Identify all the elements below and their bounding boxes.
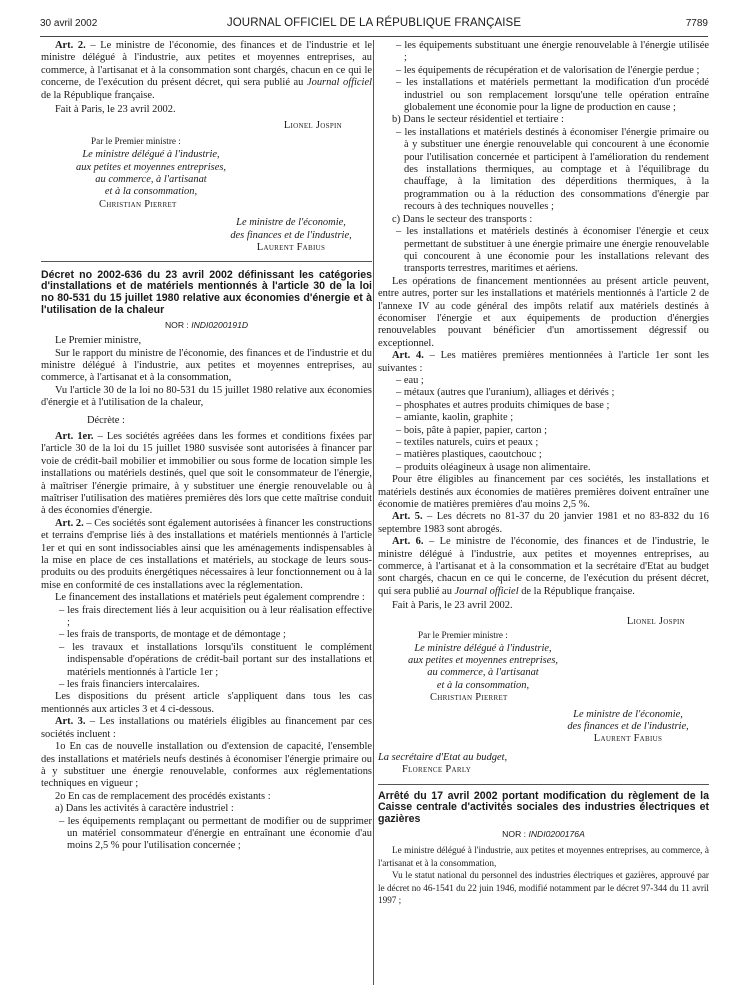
title-line: et à la consommation, <box>104 186 198 198</box>
list-item: – les installations et matériels permettant la modification d'un procédé industriel ou son remplacement lorsqu'une telle opération entraîne globalement une économie pour la ligne de production en cause ; <box>396 77 709 114</box>
art-label: Art. 3. <box>55 716 86 728</box>
arrete-paragraph: Vu le statut national du personnel des industries électriques et gazières, approuvé par le décret no 46-1541 du 22 juin 1946, modifié notamment par le décret 97-344 du 11 avril 1997 ; <box>378 870 709 905</box>
art-text: – Ces sociétés sont également autorisées à financer les constructions et terrains d'emprise liés à des installations et matériels mentionnés à l'article 1er et qui en sont indissociables ainsi que les aménagements indispensables à la mise en place de ces installations et matériels, au stockage de leurs sous-produits ou des produits énergétiques nécessaires à leur fonctionnement ou à la mise en conformité de ces installations avec la réglementation. <box>41 517 372 591</box>
list-item: – eau ; <box>396 374 424 386</box>
paragraph-b: b) Dans le secteur résidentiel et tertiaire : <box>392 114 564 126</box>
list-item: – phosphates et autres produits chimiques de base ; <box>396 399 610 411</box>
previous-art2 <box>41 40 372 102</box>
art-text: – Les décrets no 81-37 du 20 janvier 1981 et no 83-832 du 16 septembre 1983 sont abrogés. <box>378 511 709 535</box>
article-4 <box>378 350 709 375</box>
title-line: et à la consommation, <box>436 679 530 691</box>
signature-jospin: Lionel Jospin <box>283 120 342 132</box>
art-label: Art. 2. <box>55 517 84 529</box>
art-label: Art. 4. <box>392 350 424 362</box>
title-line: aux petites et moyennes entreprises, <box>75 161 227 173</box>
art-label: Art. 2. <box>55 40 86 51</box>
title-line: au commerce, à l'artisanat <box>95 174 207 186</box>
nor-code: INDI0200176A <box>528 828 585 839</box>
par-premier-ministre: Par le Premier ministre : <box>91 135 181 146</box>
section-rule <box>41 261 372 262</box>
list-item: – amiante, kaolin, graphite ; <box>396 412 514 424</box>
journal-name: Journal officiel <box>306 77 372 89</box>
financement-intro: Le financement des installations et matériels peut également comprendre : <box>55 592 365 604</box>
nor-label: NOR : <box>164 319 192 330</box>
art-text-end: de la République française. <box>41 89 155 101</box>
list-item: – les frais de transports, de montage et de démontage ; <box>59 629 286 641</box>
paragraph-2o: 2o En cas de remplacement des procédés existants : <box>55 790 271 802</box>
header-title: JOURNAL OFFICIEL DE LA RÉPUBLIQUE FRANÇAISE <box>226 17 522 29</box>
minister-economie-block <box>548 709 708 734</box>
section-rule <box>378 784 709 785</box>
header-page-number: 7789 <box>685 18 708 29</box>
minister-delegue-block <box>378 643 588 693</box>
art-text: – Les sociétés agréées dans les formes et conditions fixées par l'article 30 de la loi du 15 juillet 1980 susvisée sont autorisées à financer par voie de crédit-bail mobilier et immobilier ou sous forme de location simple les installations ou matériels destinés, quel que soit le consommateur de l'énergie, à maîtriser l'énergie primaire, à y substituer une énergie renouvelable ou à maîtriser l'utilisation des matières premières dès lors que cette maîtrise conduit à des économies d'énergie. <box>41 430 372 517</box>
signature-fabius: Laurent Fabius <box>593 733 663 745</box>
article-6 <box>378 536 709 598</box>
list-item: – les frais financiers intercalaires. <box>59 679 200 691</box>
decree-title: Décret no 2002-636 du 23 avril 2002 définissant les catégories d'installations et de matériels mentionnés à l'article 30 de la loi no 80-531 du 15 juillet 1980 relative aux économies d'énergie et à l'utilisation de la chaleur <box>41 268 372 316</box>
par-premier-ministre: Par le Premier ministre : <box>418 630 508 641</box>
decrete: Décrète : <box>87 414 125 426</box>
list-item: – les équipements remplaçant ou permettant de modifier ou de supprimer un matériel consommateur d'énergie en entraînant une économie d'au moins 2,5 % pour l'utilisation concernée ; <box>59 815 372 852</box>
article-3 <box>41 716 372 741</box>
article-1 <box>41 431 372 518</box>
signature-pierret: Christian Pierret <box>99 198 177 210</box>
art-text: – Le ministre de l'économie, des finances et de l'industrie et le ministre délégué à l'industrie, aux petites et moyennes entreprises, au commerce, à l'artisanat et à la consommation sont chargés, chacun en ce qui le concerne, de l'exécution du présent décret, qui sera publié au <box>41 40 372 89</box>
nor-reference <box>378 828 709 840</box>
title-line: Le ministre délégué à l'industrie, <box>414 642 552 654</box>
title-line: des finances et de l'industrie, <box>567 720 689 732</box>
arrete-title: Arrêté du 17 avril 2002 portant modification du règlement de la Caisse centrale d'activités sociales des industries électriques et gazières <box>378 789 709 826</box>
signature-pierret: Christian Pierret <box>430 692 508 704</box>
left-column <box>41 40 372 853</box>
minister-delegue-block <box>41 149 261 199</box>
journal-name: Journal officiel <box>454 585 519 597</box>
list-item: – les frais directement liés à leur acquisition ou à leur réalisation effective ; <box>59 604 372 629</box>
title-line: aux petites et moyennes entreprises, <box>407 654 559 666</box>
nor-reference <box>41 319 372 331</box>
title-line: des finances et de l'industrie, <box>230 229 352 241</box>
header-date: 30 avril 2002 <box>40 18 98 29</box>
signature-fabius: Laurent Fabius <box>256 242 326 254</box>
art-label: Art. 1er. <box>55 430 94 442</box>
title-line: Le ministre de l'économie, <box>236 217 346 229</box>
minister-economie-block <box>211 217 371 242</box>
nor-label: NOR : <box>502 828 529 839</box>
title-line: au commerce, à l'artisanat <box>427 667 539 679</box>
nor-code: INDI0200191D <box>191 319 249 330</box>
rapport: Sur le rapport du ministre de l'économie, des finances et de l'industrie et du ministre délégué à l'industrie, aux petites et moyennes entreprises, au commerce, à l'artisanat et à la consommation, <box>41 347 372 384</box>
title-line: Le ministre délégué à l'industrie, <box>82 149 220 161</box>
list-item: – bois, pâte à papier, papier, carton ; <box>396 424 548 436</box>
vu-loi: Vu l'article 30 de la loi no 80-531 du 15 juillet 1980 relative aux économies d'énergie et à l'utilisation de la chaleur, <box>41 384 372 409</box>
art-text-end: de la République française. <box>518 585 635 597</box>
list-item: – produits oléagineux à usage non alimentaire. <box>396 461 591 473</box>
list-item: – les installations et matériels destinés à économiser l'énergie et ceux permettant de substituer à une énergie primaire une énergie renouvelable qui concourent à une économie pour les installations relevant des transports terrestres, maritimes et aériens. <box>396 226 709 275</box>
list-item: – les équipements substituant une énergie renouvelable à l'énergie utilisée ; <box>396 40 709 64</box>
dispositions: Les dispositions du présent article s'appliquent dans tous les cas mentionnés aux articles 3 et 4 ci-dessous. <box>41 691 372 715</box>
list-item: – les équipements de récupération et de valorisation de l'énergie perdue ; <box>396 64 700 76</box>
page-header <box>40 14 708 34</box>
list-item: – matières plastiques, caoutchouc ; <box>396 449 542 461</box>
paragraph-a: a) Dans les activités à caractère industriel : <box>55 803 234 815</box>
signature-parly: Florence Parly <box>402 764 472 776</box>
operations: Les opérations de financement mentionnées au présent article peuvent, entre autres, porter sur les installations et matériels mentionnés à l'article 2 de l'annexe IV au code général des impôts relatif aux matériels destinés à économiser l'énergie et aux équipements de production d'énergies renouvelables pouvant bénéficier d'un amortissement dégressif ou exceptionnel. <box>378 275 709 349</box>
eligibles: Pour être éligibles au financement par ces sociétés, les installations et matériels destinés aux économies de matières premières doivent entraîner une économie de matières premières d'au moins 2,5 %. <box>378 474 709 511</box>
art-text: – Les matières premières mentionnées à l'article 1er sont les suivantes : <box>378 350 709 374</box>
art-text: – Les installations ou matériels éligibles au financement par ces sociétés incluent : <box>41 716 372 740</box>
list-item: – textiles naturels, cuirs et peaux ; <box>396 437 539 448</box>
right-column <box>378 40 709 906</box>
list-item: – métaux (autres que l'uranium), alliages et dérivés ; <box>396 387 615 399</box>
art-label: Art. 6. <box>392 536 424 548</box>
article-2 <box>41 518 372 592</box>
art-text: – Le ministre de l'économie, des finances et de l'industrie, le ministre délégué à l'industrie, aux petites et moyennes entreprises, au commerce, à l'artisanat et à la consommation et la secrétaire d'Etat au budget sont chargés, chacun en ce qui le concerne, de l'exécution du présent décret, qui sera publié au <box>378 536 709 597</box>
art-label: Art. 5. <box>392 511 423 523</box>
secretaire-budget: La secrétaire d'Etat au budget, <box>378 751 508 763</box>
fait-a-paris: Fait à Paris, le 23 avril 2002. <box>55 104 176 116</box>
fait-a-paris: Fait à Paris, le 23 avril 2002. <box>392 600 513 612</box>
arrete-paragraph: Le ministre délégué à l'industrie, aux petites et moyennes entreprises, au commerce, à l'artisanat et à la consommation, <box>378 845 709 868</box>
signature-jospin: Lionel Jospin <box>626 615 685 627</box>
paragraph-1o: 1o En cas de nouvelle installation ou d'extension de capacité, l'ensemble des installations et matériels neufs destinés à économiser l'énergie primaire ou à y substituer une énergie renouvelable, conformes aux réglementations techniques en vigueur ; <box>41 741 372 790</box>
premier-ministre: Le Premier ministre, <box>55 335 142 347</box>
paragraph-c: c) Dans le secteur des transports : <box>392 213 533 225</box>
column-divider <box>373 40 374 985</box>
article-5 <box>378 511 709 536</box>
list-item: – les travaux et installations lorsqu'ils constituent le complément indispensable d'opérations de crédit-bail portant sur des installations et matériels mentionnés à l'article 1er ; <box>59 641 372 678</box>
title-line: Le ministre de l'économie, <box>573 708 683 720</box>
header-rule <box>40 36 708 37</box>
list-item: – les installations et matériels destinés à économiser l'énergie primaire ou à y substituer une énergie renouvelable qui concourent à une économie pour l'utilisation concernée et participent à l'amélioration du rendement des installations thermiques, au comptage et à l'équilibrage du chauffage, à la limitation des déperditions thermiques, à la programmation ou à la réduction des consommations d'énergie par recours à des techniques nouvelles ; <box>396 126 709 213</box>
